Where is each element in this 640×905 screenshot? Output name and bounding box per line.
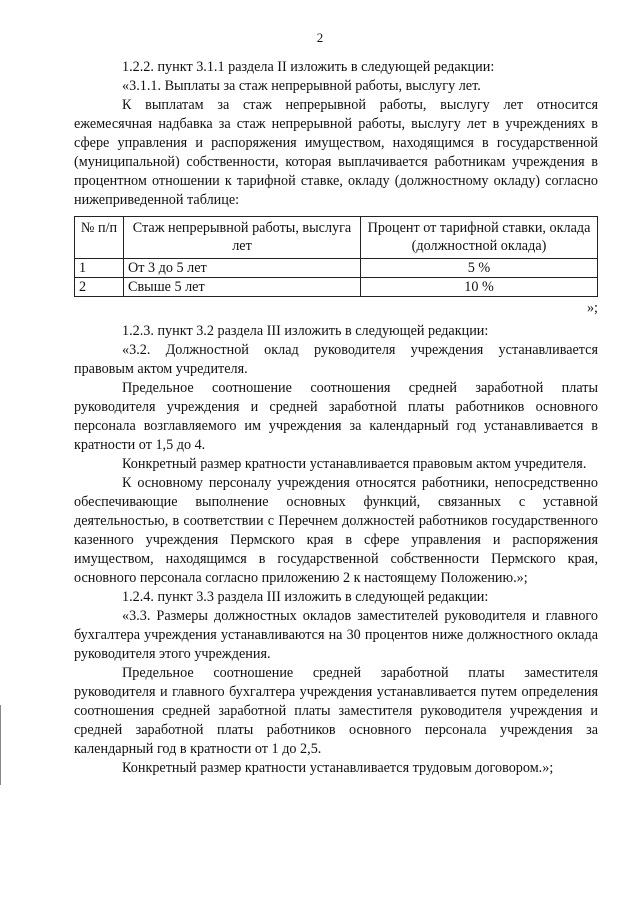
row-seniority: Свыше 5 лет [124, 278, 361, 297]
header-seniority: Стаж непрерывной работы, выслуга лет [124, 217, 361, 259]
seniority-table [74, 216, 598, 297]
row-seniority: От 3 до 5 лет [124, 259, 361, 278]
paragraph-3-2-title: «3.2. Должностной оклад руководителя учреждения устанавливается правовым актом учредителя. [74, 342, 598, 377]
header-percent: Процент от тарифной ставки, оклада (должностной оклада) [361, 217, 598, 259]
paragraph-3-3-ratio: Предельное соотношение средней заработной платы заместителя руководителя и главного бухгалтера учреждения устанавливается путем определения соотношения средней заработной платы заместителя руководителя учреждения и средней заработной платы работников основного персонала учреждения за календарный год в кратности от 1 до 2,5. [74, 665, 598, 757]
scan-edge-mark [0, 705, 1, 785]
document-body [74, 58, 598, 778]
quote-close: »; [586, 300, 598, 316]
row-number: 1 [75, 259, 124, 278]
paragraph-1-2-4: 1.2.4. пункт 3.3 раздела III изложить в следующей редакции: [122, 589, 489, 605]
paragraph-3-3-title: «3.3. Размеры должностных окладов заместителей руководителя и главного бухгалтера учреждения устанавливаются на 30 процентов ниже должностного оклада руководителя этого учреждения. [74, 608, 598, 662]
paragraph-3-2-multiplicity: Конкретный размер кратности устанавливается правовым актом учредителя. [122, 456, 587, 472]
paragraph-3-2-personnel: К основному персоналу учреждения относятся работники, непосредственно обеспечивающие выполнение основных функций, связанных с уставной деятельностью, в соответствии с Перечнем должностей работников государственного казенного учреждения Пермского края в сфере управления и распоряжения имуществом, находящимся в государственной собственности Пермского края, основного персонала согласно приложению 2 к настоящему Положению.»; [74, 475, 598, 586]
paragraph-1-2-3: 1.2.3. пункт 3.2 раздела III изложить в следующей редакции: [122, 323, 489, 339]
table-row [75, 259, 598, 278]
paragraph-3-3-multiplicity: Конкретный размер кратности устанавливается трудовым договором.»; [122, 760, 554, 776]
table-row [75, 278, 598, 297]
paragraph-1-2-2: 1.2.2. пункт 3.1.1 раздела II изложить в следующей редакции: [122, 59, 495, 75]
paragraph-3-2-ratio: Предельное соотношение соотношения средней заработной платы руководителя учреждения и средней заработной платы работников основного персонала возглавляемого им учреждения за календарный год устанавливается в кратности от 1,5 до 4. [74, 380, 598, 453]
header-number: № п/п [75, 217, 124, 259]
paragraph-3-1-1-body: К выплатам за стаж непрерывной работы, выслугу лет относится ежемесячная надбавка за стаж непрерывной работы, выслугу лет в учреждениях в сфере управления и распоряжения имуществом, находящимся в государственной (муниципальной) собственности, которая выплачивается работникам учреждения в процентном отношении к тарифной ставке, окладу (должностному окладу) согласно нижеприведенной таблице: [74, 97, 598, 208]
table-header-row [75, 217, 598, 259]
paragraph-3-1-1-title: «3.1.1. Выплаты за стаж непрерывной работы, выслугу лет. [122, 78, 481, 94]
row-number: 2 [75, 278, 124, 297]
row-percent: 10 % [361, 278, 598, 297]
page-number: 2 [316, 30, 324, 45]
row-percent: 5 % [361, 259, 598, 278]
